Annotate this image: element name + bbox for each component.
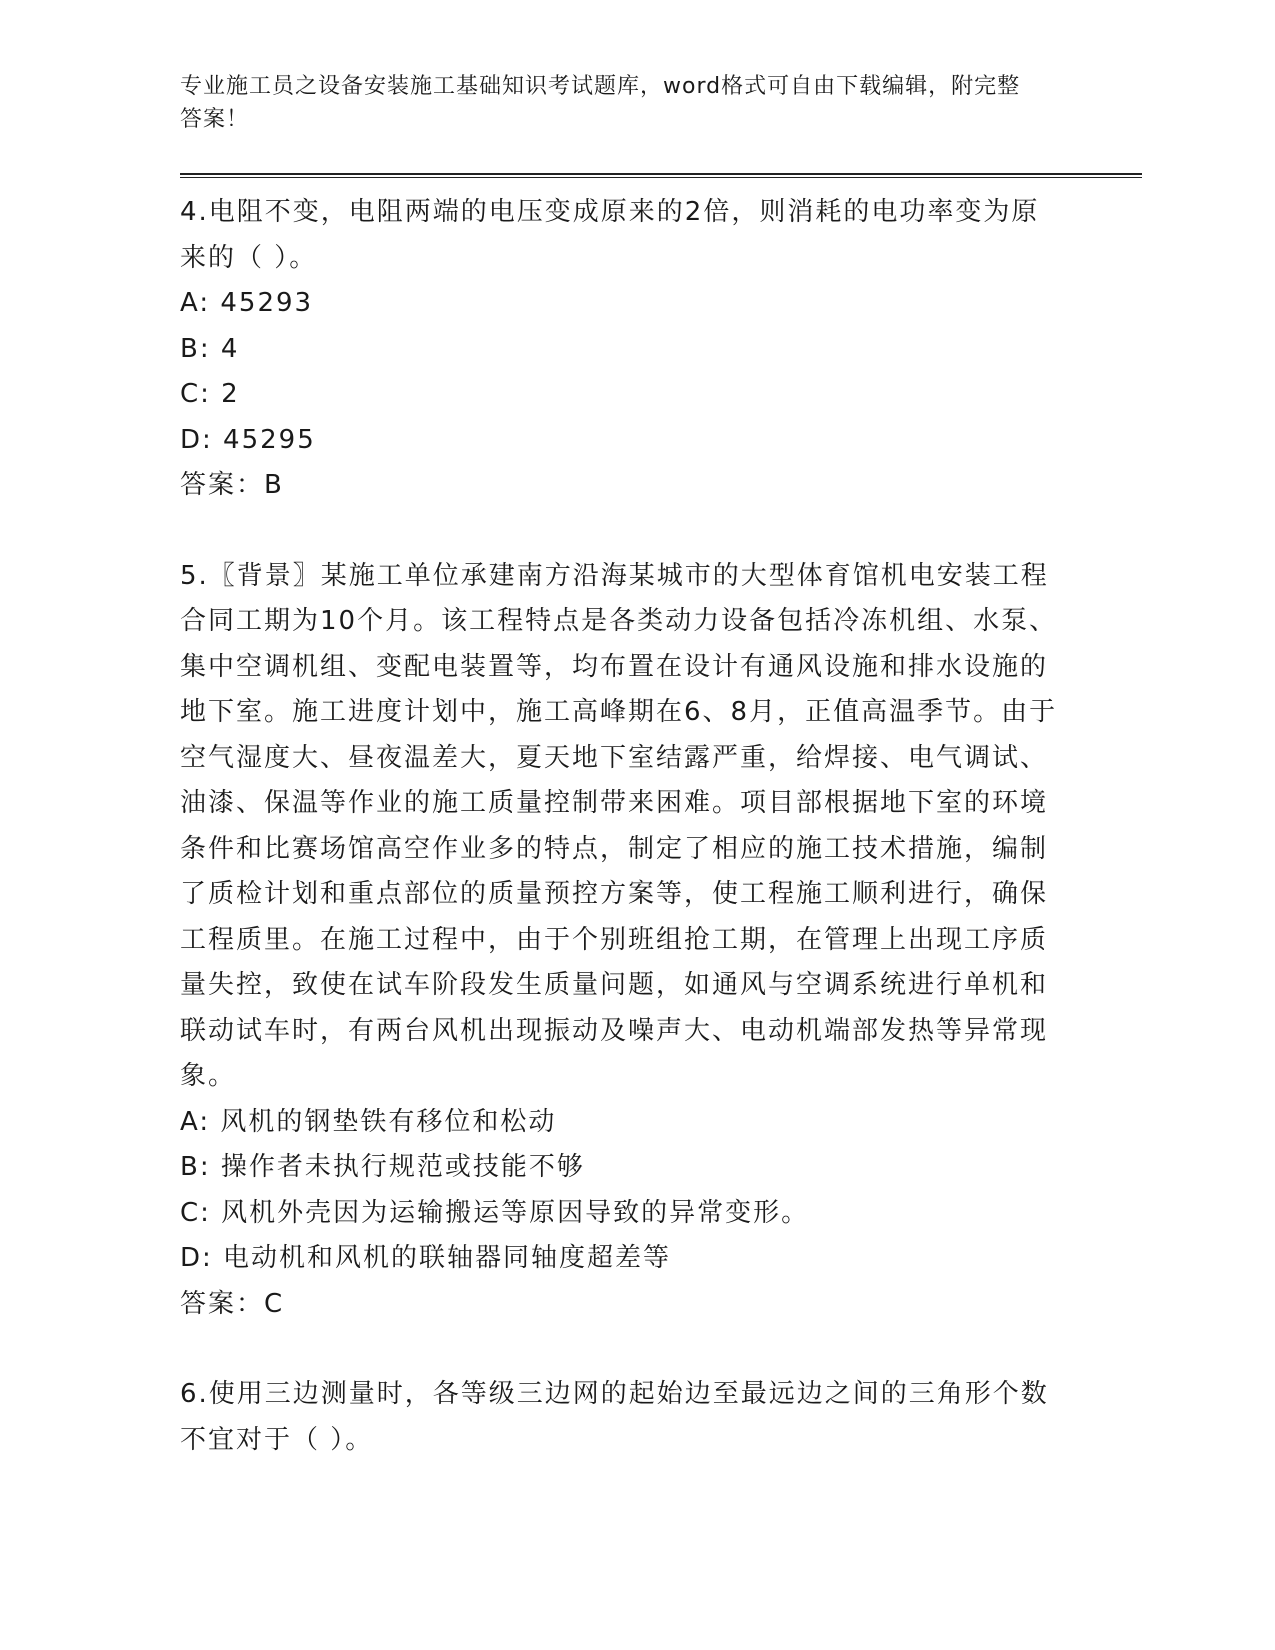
option-d: D: 45295 — [180, 424, 316, 455]
option-c: C: 2 — [180, 379, 240, 409]
option-b: B: 4 — [180, 333, 240, 364]
document-header: 专业施工员之设备安装施工基础知识考试题库，word格式可自由下载编辑，附完整答案！ — [180, 74, 1021, 132]
question-4 — [180, 190, 1060, 509]
question-spacer — [180, 1327, 1060, 1372]
answer: 答案：C — [180, 1288, 285, 1319]
header-divider — [180, 173, 1142, 178]
question-stem: 6.使用三边测量时，各等级三边网的起始边至最远边之间的三角形个数不宜对于（ ）。 — [180, 1379, 1049, 1455]
question-stem: 5.〖背景〗某施工单位承建南方沿海某城市的大型体育馆机电安装工程合同工期为10个月。该工程特点是各类动力设备包括冷冻机组、水泵、集中空调机组、变配电装置等，均布置在设计有通风设施和排水设施的地下室。施工进度计划中，施工高峰期在6、8月，正值高温季节。由于空气湿度大、昼夜温差大，夏天地下室结露严重，给焊接、电气调试、油漆、保温等作业的施工质量控制带来困难。项目部根据地下室的环境条件和比赛场馆高空作业多的特点，制定了相应的施工技术措施，编制了质检计划和重点部位的质量预控方案等，使工程施工顺利进行，确保工程质里。在施工过程中，由于个别班组抢工期，在管理上出现工序质量失控，致使在试车阶段发生质量问题，如通风与空调系统进行单机和联动试车时，有两台风机出现振动及噪声大、电动机端部发热等异常现象。 — [180, 560, 1058, 1091]
answer: 答案：B — [180, 470, 284, 500]
option-d: D: 电动机和风机的联轴器同轴度超差等 — [180, 1243, 672, 1273]
question-spacer — [180, 509, 1060, 554]
option-b: B: 操作者未执行规范或技能不够 — [180, 1152, 585, 1182]
option-a: A: 45293 — [180, 288, 314, 318]
question-6 — [180, 1372, 1060, 1463]
option-c: C: 风机外壳因为运输搬运等原因导致的异常变形。 — [180, 1197, 810, 1228]
option-a: A: 风机的钢垫铁有移位和松动 — [180, 1106, 557, 1137]
question-list — [180, 190, 1060, 1463]
question-5 — [180, 554, 1060, 1328]
question-stem: 4.电阻不变，电阻两端的电压变成原来的2倍，则消耗的电功率变为原来的（ ）。 — [180, 197, 1040, 273]
